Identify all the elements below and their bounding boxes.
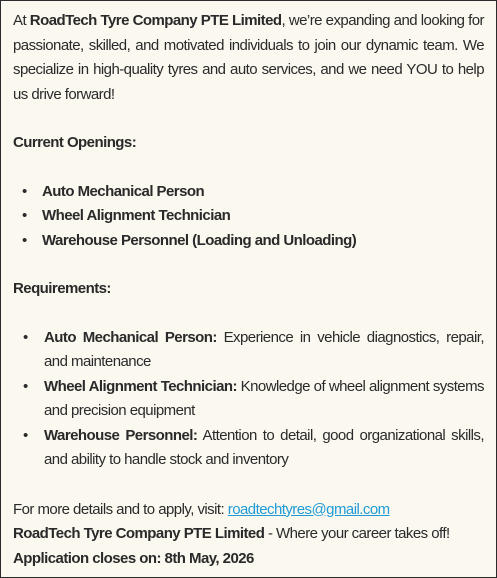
bullet-icon: •	[22, 182, 27, 200]
opening-title: Warehouse Personnel (Loading and Unloading)	[42, 231, 357, 249]
intro-prefix: At	[13, 12, 30, 29]
requirement-text: Experience in vehicle diagnostics, repair, and maintenance	[44, 328, 484, 370]
requirement-text: Attention to detail, good organizational skills, and ability to handle stock and inventory	[44, 426, 485, 468]
email-link[interactable]: roadtechtyres@gmail.com	[227, 500, 390, 518]
requirement-title: Auto Mechanical Person:	[44, 328, 217, 346]
list-item	[13, 180, 484, 205]
openings-list	[13, 180, 484, 254]
list-item	[13, 375, 484, 424]
bullet-icon: •	[23, 377, 28, 395]
bullet-icon: •	[23, 328, 28, 346]
tagline-line	[13, 522, 484, 547]
opening-title: Wheel Alignment Technician	[42, 207, 231, 224]
intro-text: , we’re expanding and looking for passionate, skilled, and motivated individuals to join our dynamic team. We specialize in high-quality tyres and auto services, and we need YOU to help us drive forward!	[13, 12, 485, 103]
closing-date-line	[13, 547, 484, 572]
closing-label: Application closes on:	[13, 549, 161, 567]
requirement-text: Knowledge of wheel alignment systems and precision equipment	[44, 377, 484, 419]
intro-company-name: RoadTech Tyre Company PTE Limited	[29, 12, 282, 29]
footer-company-name: RoadTech Tyre Company PTE Limited	[13, 525, 265, 542]
closing-date: 8th May, 2026	[160, 549, 254, 567]
requirement-title: Wheel Alignment Technician:	[44, 377, 237, 395]
list-item	[13, 424, 484, 473]
apply-line	[13, 498, 484, 523]
bullet-icon: •	[22, 207, 27, 224]
intro-paragraph	[13, 9, 484, 107]
requirement-title: Warehouse Personnel:	[44, 426, 198, 444]
opening-title: Auto Mechanical Person	[42, 182, 205, 200]
list-item	[13, 229, 484, 254]
openings-heading: Current Openings:	[13, 134, 137, 151]
bullet-icon: •	[22, 231, 27, 249]
apply-text: For more details and to apply, visit:	[13, 500, 228, 518]
list-item	[13, 326, 484, 375]
requirements-heading: Requirements:	[13, 280, 111, 297]
requirements-list	[13, 326, 484, 473]
bullet-icon: •	[23, 426, 28, 444]
list-item	[13, 204, 484, 229]
tagline-text: - Where your career takes off!	[264, 525, 450, 542]
